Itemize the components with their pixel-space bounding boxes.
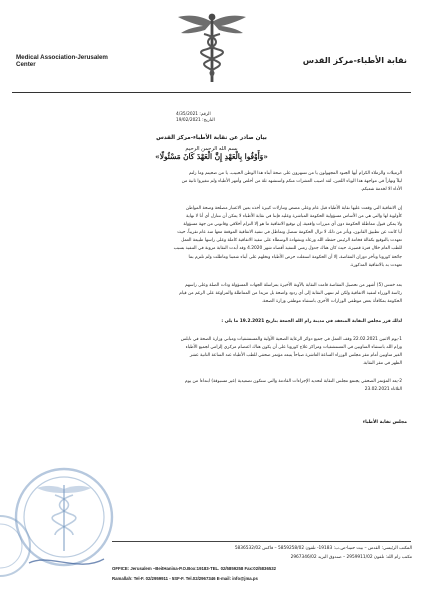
paragraph-opening xyxy=(16,170,402,194)
text-line: الأداء الا لخدمة شعبكم. xyxy=(360,187,402,193)
decision-2 xyxy=(16,378,402,394)
paragraph-agreement xyxy=(16,205,402,270)
paragraph-followup xyxy=(16,282,402,306)
date-value: 19/02/2021 xyxy=(176,118,201,124)
decision-intro: لذلك قرر مجلس النقابة المنعقد في مدينة رام الله الجمعة بتاريخ 19.2.2021 ما يلي : xyxy=(221,319,402,324)
text-line: 1-يوم الاثنين 22.02.2021 وقف العمل في جميع دوائر الرعاية الصحية الأولية والمستشفيات ومباني وزارة الصحة في نابلس xyxy=(180,337,402,342)
text-line: ورام الله باستثناء المناوبين في المستشفيات ومراكز علاج كورونا على أن يكون هناك اعتصام مركزي إلزامي لجميع الأطباء xyxy=(185,345,402,351)
org-name-ar: نقابة الأطباء-مركز القدس xyxy=(302,55,407,65)
footer-address-en-2: Ramallah: Tel-F. 02/2959911 - 5SF-F. Tel.02/2967346 E-mail: info@jma.ps xyxy=(112,576,258,581)
text-line: كأولوية لها والتي هي من الأساس مسؤولية الحكومة المباشرة وعليه فإننا في نقابة الأطباء لا يمكن أن نتنازل أي أنا لا نهاية xyxy=(186,214,402,220)
decision-1 xyxy=(16,336,402,368)
text-line: أيا كانت عن تطبيق القانون، وبأثر من ذلك لا تزال الحكومة تتنصل وتماطل في تنفيذ الاتفاقية الموقعة معها منذ عام تقريباً، حيث xyxy=(177,230,402,236)
org-name-en xyxy=(16,54,166,69)
text-line: تعهدت بالتوقيع بكفالة فخامة الرئيس حفظه الله ورعاه وبشهادة الوسطاء على تنفيذ الاتفاقية كاملة وعلى راسها طبيعة العمل xyxy=(181,238,402,244)
text-line: تعهدت به بالاتفاقية المذكورة. xyxy=(349,262,402,268)
text-line: للطب العام خلال فترة قصيرة، حيث كان هناك جدول زمني للتنفيذ أقصاه شهر 4.2020 وقد أبدت النقابة مرونة في التنفيذ بسبب xyxy=(173,246,402,252)
header-divider xyxy=(12,92,411,93)
footer-divider xyxy=(112,541,411,542)
caduceus-emblem-icon xyxy=(176,8,248,84)
footer-address-en-1: OFFICE: Jerusalem –BeitHanina-P.O.Box:19183-TEL. 02/5859258 Fax:02/5836532 xyxy=(112,566,277,571)
statement-title: بيان صادر عن نقابة الأطباء-مركز القدس xyxy=(156,135,267,141)
text-line: رئاسة الوزراء لتنفيذ الاتفاقية ولكن لم تنتهي النقابة إلى أي ردود واضحة بل مزيدا من المماطلة والمراوغة على الرغم من قيام xyxy=(179,291,402,297)
text-line: 2-يعد المؤتمر الصحفي يجتمع مجلس النقابة لتحديد الإجراءات القادمة والتي ستكون تصعيدية (غير مسبوقة) ابتداءا من يوم xyxy=(185,379,402,384)
text-line: الحكومة بمكافأة بعض موظفي الوزارات الأخرى باستثناء موظفي وزارة الصحة. xyxy=(261,299,402,305)
org-name-en-line1: Medical Association-Jerusalem xyxy=(16,54,108,61)
signature-line: مجلس نقابة الأطباء xyxy=(362,420,407,425)
side-stamp-mark xyxy=(0,506,32,586)
document-date xyxy=(176,118,242,124)
reference-value: 4/35/2021 xyxy=(176,112,199,117)
text-line: الزميلات والزملاء الكرام أيها الجنود المجهولون يا من تسهرون على صحة أبناء هذا الوطن الحبيب، يا من ضحيتم وما زلتم xyxy=(188,171,402,176)
footer-address-ar-2: مكتب رام الله: تلفون 2959911/02 – صندوق البريد 2967346/02 xyxy=(290,555,412,560)
letterhead xyxy=(0,0,423,92)
reference-label: الرقم: xyxy=(199,112,211,117)
date-label: التاريخ: xyxy=(202,118,215,124)
text-line: بعد خمس (5) أشهر من تحصيل المقاصة قامت النقابة بالآونة الأخيرة بمراسلة الجهات المسؤولة وذات الصلة وعلى راسهم xyxy=(184,283,402,288)
text-line: الغير مناوبين أمام مقر مجلس الوزراء الساعة العاشرة صباحاً يتبعه مؤتمر صحفي للطب الأطباء عند الساعة الثانية عشر xyxy=(189,353,402,359)
quran-verse: «وَأَوْفُوا بِالْعَهْدِ إِنَّ الْعَهْدَ كَانَ مَسْئُولًا» xyxy=(155,152,268,161)
org-name-en-line2: Center xyxy=(16,61,36,69)
text-line: ليلاً ونهاراً في مواجهة هذا الوباء اللعين، لقد اصيب العشرات منكم واستشهد ثلة من أخلص وأمهر الأطباء ولم تتغيروا ثانية من xyxy=(181,179,402,185)
text-line: ولا يمكن قبول مماطلة الحكومة دون أي مبررات واقعية، إن توقيع الاتفاقية ما هو إلا التزام أخلاقي وقانوني من جهة مسؤولة xyxy=(183,222,402,228)
text-line: إن الاتفاقية التي وقعت عليها نقابة الأطباء قبل عام وعلى مضض وتنازلات كبيرة أخذه بعين الاعتبار مصلحة وصحة المواطن xyxy=(185,206,402,211)
text-line: الظهر في مقر النقابة. xyxy=(362,361,402,367)
reference-block xyxy=(176,112,242,124)
basmala: بسم الله الرحمن الرحيم xyxy=(185,146,238,152)
text-line: الثلاثاء 23.02.2021 xyxy=(364,387,402,393)
text-line: جائحة كورونا وتأخر دوران المقاصة، إلا أن الحكومة استغلت حرص الأطباء وتخلهم على أبناء شعبنا وماطلت ولم تلتزم بما xyxy=(188,254,402,260)
footer-address-ar-1: المكتب الرئيسي: القدس – بيت حنينا-ص.ب: 19183- تلفون 5859258/02 – فاكس 5836532/02 xyxy=(234,546,412,551)
